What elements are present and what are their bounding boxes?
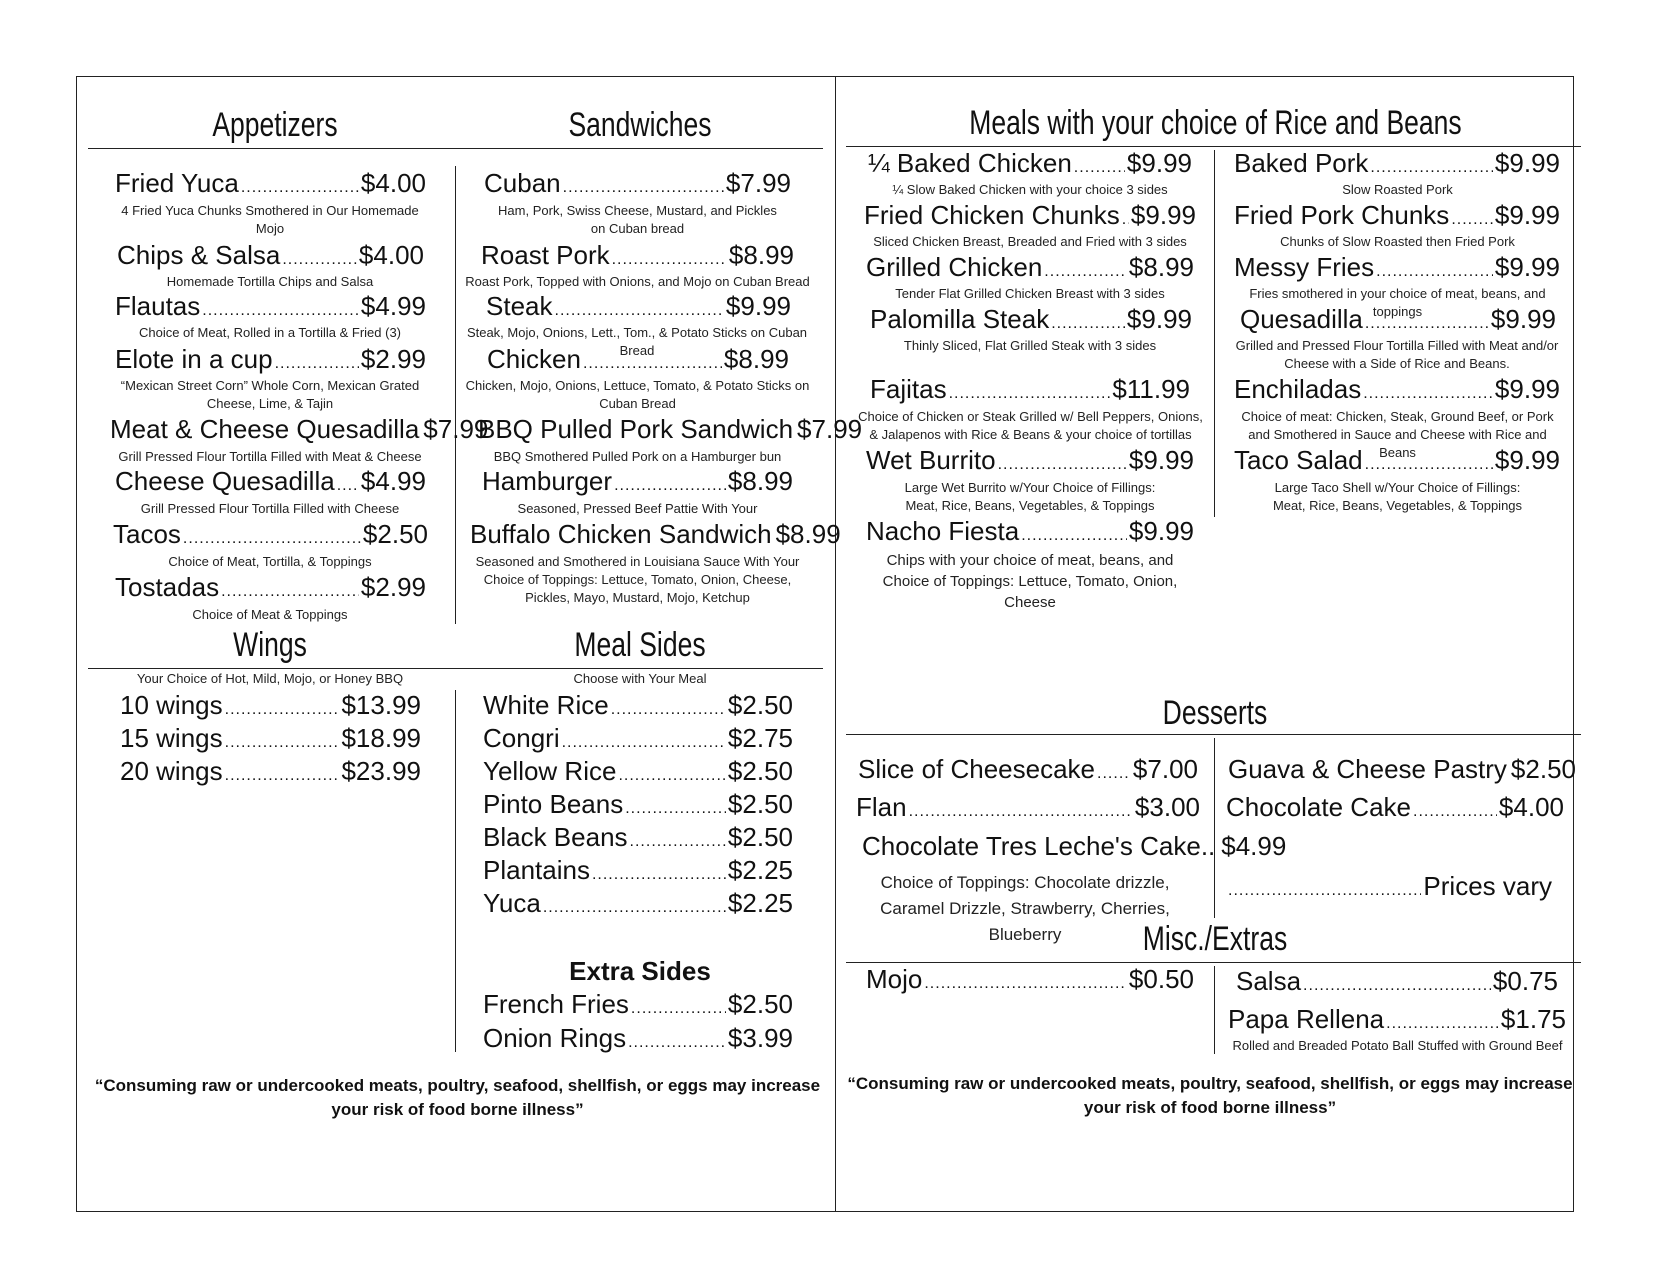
item-description: Rolled and Breaded Potato Ball Stuffed with Ground Beef	[1232, 1038, 1563, 1053]
menu-item: Plantains ..... $2.25	[483, 855, 793, 886]
meal-sides-note: Choose with Your Meal	[573, 671, 707, 686]
menu-item: Cuban ..... $7.99	[484, 168, 791, 199]
menu-item: Tostadas ..... $2.99	[115, 572, 426, 603]
food-safety-warning: “Consuming raw or undercooked meats, poultry, seafood, shellfish, or eggs may increase your risk of food borne illness”	[94, 1076, 821, 1119]
menu-item: Quesadilla ..... $9.99	[1240, 304, 1556, 335]
item-description: Fries smothered in your choice of meat, beans, and toppings	[1249, 286, 1546, 319]
menu-item: Salsa ..... $0.75	[1236, 966, 1558, 997]
item-description: Choice of Chicken or Steak Grilled w/ Bell Peppers, Onions, & Jalapenos with Rice & Beans & your choice of tortillas	[858, 409, 1203, 442]
item-description: BBQ Smothered Pulled Pork on a Hamburger bun	[493, 449, 782, 464]
menu-item: Fajitas ..... $11.99	[870, 374, 1190, 405]
menu-item: Roast Pork ..... $8.99	[481, 240, 794, 271]
item-description: Homemade Tortilla Chips and Salsa	[166, 274, 374, 289]
menu-item: Chicken ..... $8.99	[487, 344, 789, 375]
item-description: Ham, Pork, Swiss Cheese, Mustard, and Pickles on Cuban bread	[498, 203, 777, 236]
menu-item: Pinto Beans ..... $2.50	[483, 789, 793, 820]
food-safety-warning-right: “Consuming raw or undercooked meats, poultry, seafood, shellfish, or eggs may increase your risk of food borne illness”	[847, 1074, 1573, 1117]
menu-item: 10 wings ..... $13.99	[120, 690, 421, 721]
menu-item: Nacho Fiesta ..... $9.99	[866, 516, 1194, 547]
item-description: Choice of meat: Chicken, Steak, Ground Beef, or Pork and Smothered in Sauce and Cheese with Rice and Beans	[1241, 409, 1554, 460]
wings-heading: Wings	[233, 626, 307, 664]
item-description: Choice of Meat, Tortilla, & Toppings	[168, 554, 372, 569]
extra-sides-heading: Extra Sides	[569, 956, 711, 986]
menu-item: Wet Burrito ..... $9.99	[866, 445, 1194, 476]
sandwiches-heading: Sandwiches	[568, 106, 712, 144]
menu-item: Congri ..... $2.75	[483, 723, 793, 754]
item-description: Roast Pork, Topped with Onions, and Mojo on Cuban Bread	[465, 274, 810, 289]
dessert-toppings: Choice of Toppings: Chocolate drizzle, Caramel Drizzle, Strawberry, Cherries, Blueberry	[880, 873, 1170, 944]
desserts-heading: Desserts	[1162, 694, 1268, 732]
menu-item: Yuca ..... $2.25	[483, 888, 793, 919]
wings-sides-divider	[455, 690, 456, 1052]
wings-note: Your Choice of Hot, Mild, Mojo, or Honey BBQ	[136, 671, 404, 686]
item-description: “Mexican Street Corn” Whole Corn, Mexican Grated Cheese, Lime, & Tajin	[120, 378, 420, 411]
item-description: Sliced Chicken Breast, Breaded and Fried with 3 sides	[873, 234, 1187, 249]
menu-item: French Fries ..... $2.50	[483, 989, 793, 1020]
page-divider	[835, 76, 836, 1212]
menu-item: Chocolate Tres Leche's Cake.. $4.99	[862, 831, 1287, 861]
menu-item: Tacos ..... $2.50	[113, 519, 428, 550]
menu-item: Yellow Rice ..... $2.50	[483, 756, 793, 787]
item-description: Chicken, Mojo, Onions, Lettuce, Tomato, & Potato Sticks on Cuban Bread	[465, 378, 810, 411]
appetizers-sandwiches-divider	[455, 166, 456, 624]
misc-heading: Misc./Extras	[1142, 920, 1288, 958]
appetizers-heading: Appetizers	[212, 106, 338, 144]
menu-item: Slice of Cheesecake ..... $7.00	[858, 754, 1198, 785]
menu-item: Guava & Cheese Pastry $2.50	[1228, 754, 1576, 784]
item-description: Chunks of Slow Roasted then Fried Pork	[1280, 234, 1515, 249]
menu-item: Hamburger ..... $8.99	[482, 466, 793, 497]
menu-item: Flan ..... $3.00	[856, 792, 1200, 823]
menu-item: BBQ Pulled Pork Sandwich $7.99	[478, 414, 863, 444]
item-description: Choice of Meat & Toppings	[192, 607, 348, 622]
menu-item: Palomilla Steak ..... $9.99	[870, 304, 1192, 335]
menu-item: Enchiladas ..... $9.99	[1234, 374, 1560, 405]
wings-rule	[88, 668, 823, 669]
menu-item: Baked Pork ..... $9.99	[1234, 148, 1560, 179]
menu-item: Meat & Cheese Quesadilla $7.99	[110, 414, 489, 444]
menu-item: Grilled Chicken ..... $8.99	[866, 252, 1194, 283]
menu-item: Fried Yuca ..... $4.00	[115, 168, 426, 199]
item-description: Large Wet Burrito w/Your Choice of Fillings: Meat, Rice, Beans, Vegetables, & Toppings	[904, 480, 1156, 513]
misc-divider	[1214, 966, 1215, 1054]
misc-rule	[846, 962, 1581, 963]
meal-sides-heading: Meal Sides	[574, 626, 706, 664]
item-description: Grill Pressed Flour Tortilla Filled with Meat & Cheese	[118, 449, 422, 464]
menu-item: Cheese Quesadilla ..... $4.99	[115, 466, 426, 497]
menu-item: Onion Rings ..... $3.99	[483, 1023, 793, 1054]
item-description: Choice of Meat, Rolled in a Tortilla & Fried (3)	[138, 325, 402, 340]
item-description: Grill Pressed Flour Tortilla Filled with Cheese	[140, 501, 400, 516]
menu-item: White Rice ..... $2.50	[483, 690, 793, 721]
item-description: Seasoned, Pressed Beef Pattie With Your	[517, 501, 758, 516]
item-description: Thinly Sliced, Flat Grilled Steak with 3 sides	[903, 338, 1157, 353]
menu-item: Flautas ..... $4.99	[115, 291, 426, 322]
menu-item: Mojo ..... $0.50	[866, 964, 1194, 995]
menu-item: Elote in a cup ..... $2.99	[115, 344, 426, 375]
menu-item: Taco Salad ..... $9.99	[1234, 445, 1560, 476]
meals-divider	[1214, 150, 1215, 517]
item-description: ¼ Slow Baked Chicken with your choice 3 sides	[892, 182, 1168, 197]
meals-heading: Meals with your choice of Rice and Beans	[969, 104, 1462, 142]
top-rule-left	[88, 148, 823, 149]
menu-item: ¼ Baked Chicken ..... $9.99	[868, 148, 1192, 179]
item-description: Tender Flat Grilled Chicken Breast with 3 sides	[895, 286, 1165, 301]
menu-item: ..... Prices vary	[1226, 871, 1552, 902]
menu-item: Buffalo Chicken Sandwich $8.99	[470, 519, 841, 549]
menu-item: Black Beans ..... $2.50	[483, 822, 793, 853]
menu-item: 15 wings ..... $18.99	[120, 723, 421, 754]
item-description: 4 Fried Yuca Chunks Smothered in Our Homemade Mojo	[121, 203, 419, 236]
menu-item: Fried Chicken Chunks ..... $9.99	[864, 200, 1196, 231]
menu-item: Fried Pork Chunks ..... $9.99	[1234, 200, 1560, 231]
menu-item: 20 wings ..... $23.99	[120, 756, 421, 787]
item-description: Slow Roasted Pork	[1342, 182, 1453, 197]
item-description: Seasoned and Smothered in Louisiana Sauce With Your Choice of Toppings: Lettuce, Tomato, Onion, Cheese, Pickles, Mayo, Mustard, Mojo, Ketchup	[475, 554, 800, 605]
item-description: Steak, Mojo, Onions, Lett., Tom., & Potato Sticks on Cuban Bread	[466, 325, 808, 358]
meals-rule	[846, 146, 1581, 147]
item-description: Grilled and Pressed Flour Tortilla Filled with Meat and/or Cheese with a Side of Rice and Beans.	[1235, 338, 1559, 371]
desserts-rule	[846, 734, 1581, 735]
item-description: Chips with your choice of meat, beans, and Choice of Toppings: Lettuce, Tomato, Onion, Cheese	[882, 552, 1178, 611]
menu-item: Papa Rellena ..... $1.75	[1228, 1004, 1566, 1035]
desserts-divider	[1214, 738, 1215, 918]
item-description: Large Taco Shell w/Your Choice of Fillings: Meat, Rice, Beans, Vegetables, & Toppings	[1272, 480, 1523, 513]
menu-item: Steak ..... $9.99	[486, 291, 791, 322]
menu-item: Chocolate Cake ..... $4.00	[1226, 792, 1564, 823]
menu-item: Messy Fries ..... $9.99	[1234, 252, 1560, 283]
menu-item: Chips & Salsa ..... $4.00	[117, 240, 424, 271]
